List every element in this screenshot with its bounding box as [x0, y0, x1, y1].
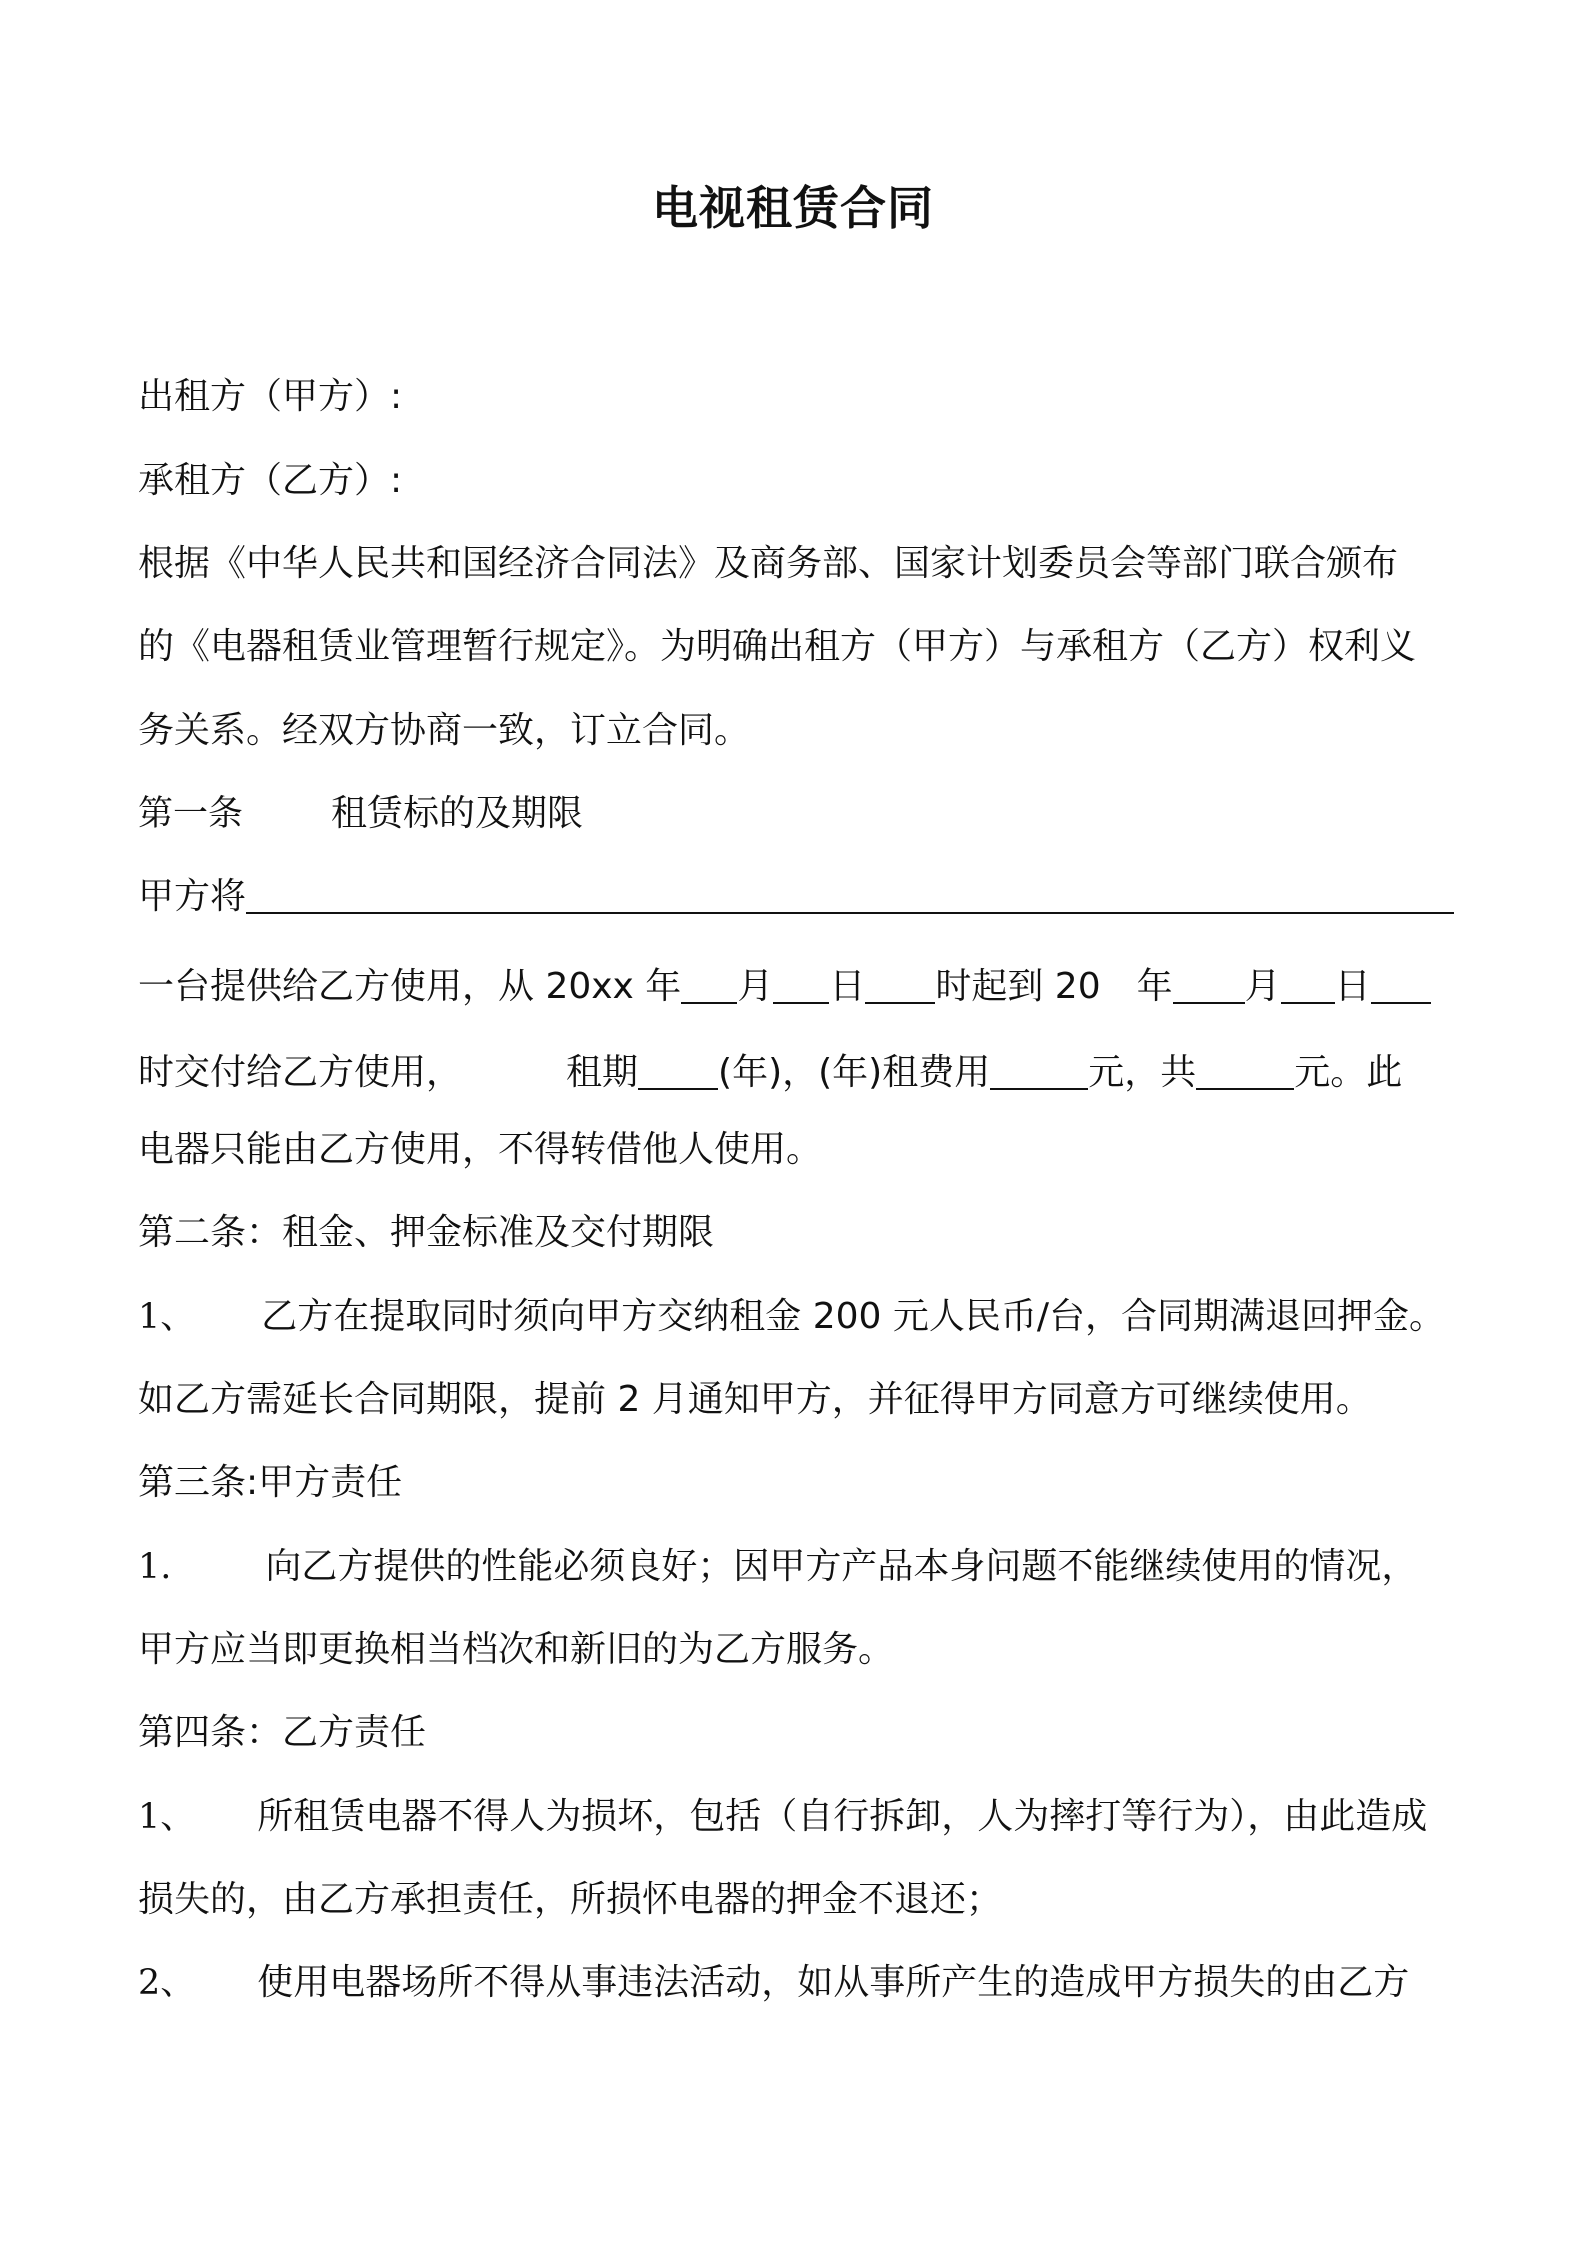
period-month-label: 月 — [737, 966, 774, 1007]
article1-heading-line — [138, 789, 1458, 839]
blank-end-month — [1173, 962, 1245, 1004]
article4-item1 — [138, 1792, 1458, 1842]
article1-subject-line — [138, 872, 1458, 922]
fee-delivery-text: 时交付给乙方使用， — [138, 1052, 463, 1093]
period-end-year-label: 年 — [1136, 966, 1173, 1007]
preamble-line-2: 的《电器租赁业管理暂行规定》。为明确出租方（甲方）与承租方（乙方）权利义 — [138, 626, 1417, 667]
blank-rent — [990, 1048, 1088, 1090]
document-title: 电视租赁合同 — [652, 181, 934, 235]
article4-item1-cont: 损失的，由乙方承担责任，所损怀电器的押金不退还； — [138, 1879, 1003, 1920]
article3-item1-number: 1. — [138, 1547, 172, 1587]
article4-item2-text: 使用电器场所不得从事违法活动，如从事所产生的造成甲方损失的由乙方 — [257, 1962, 1410, 2003]
article1-heading: 租赁标的及期限 — [331, 793, 584, 834]
blank-start-day — [773, 962, 829, 1004]
article3-item1 — [138, 1542, 1458, 1592]
blank-total — [1196, 1048, 1294, 1090]
blank-start-hour — [865, 962, 935, 1004]
article3-item1-text: 向乙方提供的性能必须良好；因甲方产品本身问题不能继续使用的情况， — [265, 1546, 1418, 1587]
lessor-line: 出租方（甲方）: — [138, 376, 403, 417]
article2-heading: 第二条：租金、押金标准及交付期限 — [138, 1212, 715, 1253]
article4-heading: 第四条：乙方责任 — [138, 1712, 427, 1753]
article1-usage-line: 电器只能由乙方使用，不得转借他人使用。 — [138, 1129, 823, 1170]
article3-heading: 第三条:甲方责任 — [138, 1462, 403, 1503]
article2-item1-cont: 如乙方需延长合同期限，提前 2 月通知甲方，并征得甲方同意方可继续使用。 — [138, 1379, 1372, 1420]
preamble-line-1: 根据《中华人民共和国经济合同法》及商务部、国家计划委员会等部门联合颁布 — [138, 543, 1399, 584]
blank-start-month — [681, 962, 737, 1004]
blank-term — [638, 1048, 718, 1090]
blank-end-hour — [1371, 962, 1431, 1004]
article2-item1 — [138, 1292, 1458, 1342]
period-end-day-label: 日 — [1334, 966, 1371, 1007]
blank-end-day — [1281, 962, 1335, 1004]
article1-number: 第一条 — [138, 794, 244, 834]
article1-fee-line — [138, 1048, 1458, 1098]
lessee-line: 承租方（乙方）: — [138, 460, 403, 501]
article1-subject-label: 甲方将 — [138, 876, 247, 917]
article2-item1-text: 乙方在提取同时须向甲方交纳租金 200 元人民币/台，合同期满退回押金。 — [261, 1296, 1446, 1337]
fee-end-text: 元。此 — [1294, 1052, 1403, 1093]
fee-rent-label: (年)，(年)租费用 — [718, 1052, 991, 1093]
fee-total-label: 元，共 — [1088, 1052, 1197, 1093]
article1-period-line — [138, 962, 1458, 1012]
article3-item1-cont: 甲方应当即更换相当档次和新旧的为乙方服务。 — [138, 1629, 895, 1670]
article4-item2-number: 2、 — [138, 1963, 196, 2003]
fee-term-label: 租期 — [566, 1052, 639, 1093]
period-day-label: 日 — [829, 966, 866, 1007]
preamble-line-3: 务关系。经双方协商一致，订立合同。 — [138, 710, 751, 751]
article4-item1-text: 所租赁电器不得人为损坏，包括（自行拆卸，人为摔打等行为），由此造成 — [257, 1796, 1428, 1837]
subject-blank — [246, 872, 1454, 914]
period-end-month-label: 月 — [1244, 966, 1281, 1007]
period-start-text: 一台提供给乙方使用，从 20xx 年 — [138, 966, 682, 1007]
article4-item1-number: 1、 — [138, 1797, 196, 1837]
period-end-text: 时起到 20 — [935, 966, 1101, 1007]
article2-item1-number: 1、 — [138, 1297, 196, 1337]
article4-item2 — [138, 1958, 1458, 2008]
